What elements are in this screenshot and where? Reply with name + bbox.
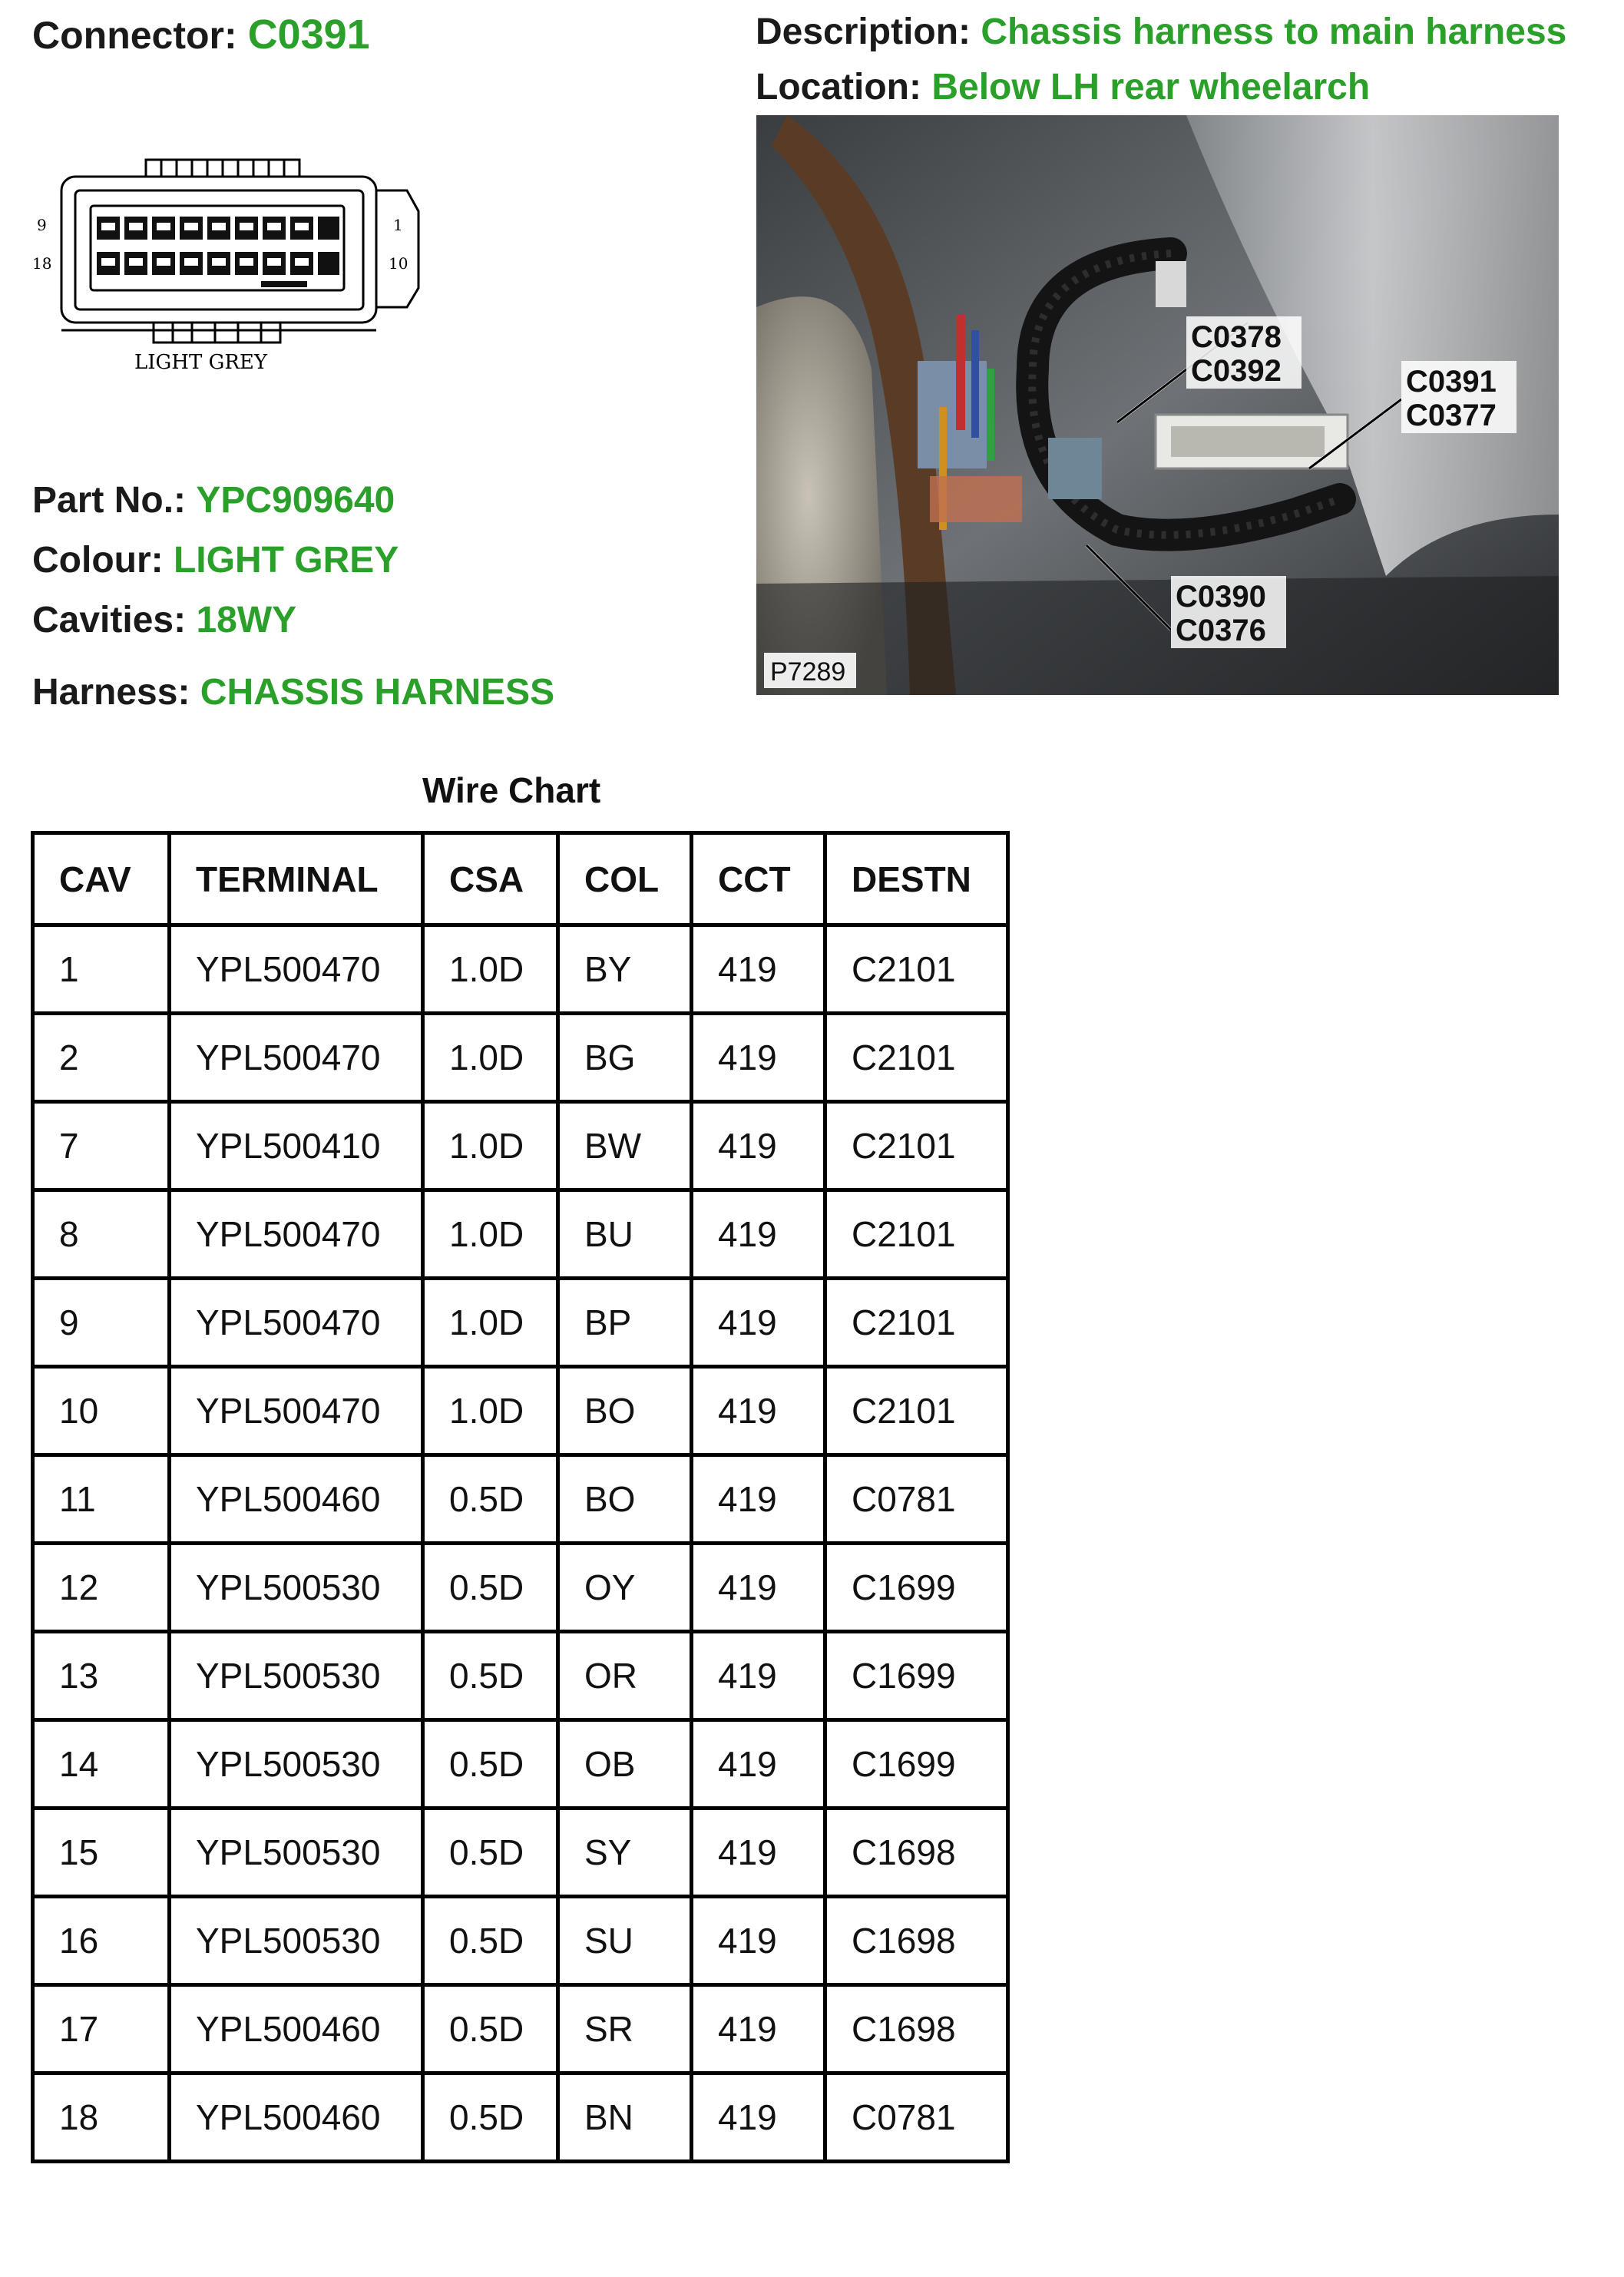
table-row [33, 2073, 1008, 2162]
cell-terminal: YPL500530 [170, 1632, 423, 1720]
cell-destn: C1699 [825, 1544, 1008, 1632]
cell-cav: 15 [33, 1809, 170, 1897]
photo-callout-c0391: C0391 [1406, 365, 1497, 399]
cell-cav: 1 [33, 925, 170, 1014]
cell-cct: 419 [692, 1455, 825, 1544]
cell-cav: 14 [33, 1720, 170, 1809]
table-row [33, 1632, 1008, 1720]
table-body [33, 925, 1008, 2162]
cell-destn: C1698 [825, 1985, 1008, 2073]
cell-csa: 1.0D [423, 1279, 558, 1367]
colour-line [32, 542, 399, 579]
cell-csa: 0.5D [423, 1632, 558, 1720]
harness-value: CHASSIS HARNESS [200, 672, 555, 713]
cavities-line [32, 602, 296, 639]
cavities-value: 18WY [196, 600, 297, 640]
description-heading [756, 14, 1566, 51]
column-header-col: COL [558, 833, 692, 925]
harness-line [32, 674, 554, 711]
cell-col: OR [558, 1632, 692, 1720]
cell-destn: C1699 [825, 1720, 1008, 1809]
description-value: Chassis harness to main harness [981, 12, 1567, 52]
cell-col: BN [558, 2073, 692, 2162]
table-header-row [33, 833, 1008, 925]
connector-heading [32, 12, 370, 58]
cell-cav: 17 [33, 1985, 170, 2073]
table-row [33, 1544, 1008, 1632]
cell-terminal: YPL500530 [170, 1897, 423, 1985]
cell-cct: 419 [692, 1632, 825, 1720]
cell-col: BY [558, 925, 692, 1014]
cell-csa: 0.5D [423, 1985, 558, 2073]
cell-col: SU [558, 1897, 692, 1985]
cell-cav: 16 [33, 1897, 170, 1985]
cell-terminal: YPL500460 [170, 1455, 423, 1544]
diagram-colour-caption: LIGHT GREY [134, 351, 268, 374]
cell-col: BO [558, 1367, 692, 1455]
pin-label-10: 10 [389, 254, 408, 273]
cell-destn: C2101 [825, 925, 1008, 1014]
cell-col: OB [558, 1720, 692, 1809]
column-header-cav: CAV [33, 833, 170, 925]
cell-terminal: YPL500470 [170, 925, 423, 1014]
cell-col: BP [558, 1279, 692, 1367]
cell-terminal: YPL500530 [170, 1544, 423, 1632]
cell-csa: 1.0D [423, 1367, 558, 1455]
location-heading [756, 69, 1370, 106]
connector-face-diagram [31, 154, 422, 376]
cell-cct: 419 [692, 925, 825, 1014]
photo-callout-c0392: C0392 [1191, 354, 1282, 388]
cell-col: BW [558, 1102, 692, 1190]
cell-terminal: YPL500470 [170, 1014, 423, 1102]
cell-col: BO [558, 1455, 692, 1544]
cell-csa: 1.0D [423, 925, 558, 1014]
cell-cav: 2 [33, 1014, 170, 1102]
cell-destn: C2101 [825, 1367, 1008, 1455]
cell-cct: 419 [692, 1544, 825, 1632]
location-photo [756, 115, 1559, 695]
cell-csa: 0.5D [423, 2073, 558, 2162]
cell-csa: 0.5D [423, 1455, 558, 1544]
photo-callout-c0378: C0378 [1191, 320, 1282, 354]
cell-destn: C2101 [825, 1279, 1008, 1367]
location-label: Location: [756, 67, 921, 108]
cell-csa: 1.0D [423, 1014, 558, 1102]
photo-callout-c0390: C0390 [1176, 580, 1266, 614]
cell-destn: C2101 [825, 1014, 1008, 1102]
pin-label-1: 1 [393, 216, 403, 234]
photo-callout-c0377: C0377 [1406, 399, 1497, 432]
cell-terminal: YPL500470 [170, 1190, 423, 1279]
cell-cct: 419 [692, 1102, 825, 1190]
cell-cav: 7 [33, 1102, 170, 1190]
photo-callout-c0376: C0376 [1176, 614, 1266, 647]
cell-cav: 10 [33, 1367, 170, 1455]
cavities-label: Cavities: [32, 600, 187, 640]
cell-cav: 18 [33, 2073, 170, 2162]
harness-label: Harness: [32, 672, 190, 713]
cell-csa: 1.0D [423, 1190, 558, 1279]
cell-destn: C1698 [825, 1809, 1008, 1897]
part-number-label: Part No.: [32, 480, 187, 521]
cell-terminal: YPL500460 [170, 2073, 423, 2162]
cell-col: BU [558, 1190, 692, 1279]
cell-csa: 0.5D [423, 1544, 558, 1632]
cell-cct: 419 [692, 1809, 825, 1897]
cell-col: SY [558, 1809, 692, 1897]
column-header-cct: CCT [692, 833, 825, 925]
cell-destn: C1698 [825, 1897, 1008, 1985]
table-row [33, 1190, 1008, 1279]
location-value: Below LH rear wheelarch [931, 67, 1371, 108]
cell-cct: 419 [692, 1367, 825, 1455]
cell-cav: 9 [33, 1279, 170, 1367]
cell-csa: 1.0D [423, 1102, 558, 1190]
pin-label-18: 18 [32, 254, 52, 273]
cell-destn: C1699 [825, 1632, 1008, 1720]
table-row [33, 925, 1008, 1014]
column-header-csa: CSA [423, 833, 558, 925]
cell-cav: 11 [33, 1455, 170, 1544]
table-row [33, 1897, 1008, 1985]
cell-col: SR [558, 1985, 692, 2073]
part-number-line [32, 482, 395, 519]
wire-chart-table [31, 831, 1010, 2163]
cell-cav: 12 [33, 1544, 170, 1632]
cell-cct: 419 [692, 1897, 825, 1985]
cell-destn: C2101 [825, 1102, 1008, 1190]
photo-figure-id: P7289 [770, 657, 846, 687]
cell-csa: 0.5D [423, 1720, 558, 1809]
cell-destn: C0781 [825, 2073, 1008, 2162]
table-row [33, 1455, 1008, 1544]
cell-terminal: YPL500530 [170, 1809, 423, 1897]
table-row [33, 1279, 1008, 1367]
table-row [33, 1809, 1008, 1897]
cell-terminal: YPL500530 [170, 1720, 423, 1809]
connector-label: Connector: [32, 14, 237, 57]
description-label: Description: [756, 12, 971, 52]
connector-value: C0391 [247, 12, 370, 58]
table-row [33, 1720, 1008, 1809]
cell-cct: 419 [692, 1279, 825, 1367]
cell-cav: 13 [33, 1632, 170, 1720]
cell-csa: 0.5D [423, 1809, 558, 1897]
cell-cct: 419 [692, 2073, 825, 2162]
column-header-destn: DESTN [825, 833, 1008, 925]
cell-terminal: YPL500470 [170, 1279, 423, 1367]
column-header-terminal: TERMINAL [170, 833, 423, 925]
cell-cct: 419 [692, 1014, 825, 1102]
part-number-value: YPC909640 [196, 480, 395, 521]
table-row [33, 1014, 1008, 1102]
cell-cct: 419 [692, 1720, 825, 1809]
cell-terminal: YPL500410 [170, 1102, 423, 1190]
cell-terminal: YPL500470 [170, 1367, 423, 1455]
cell-col: BG [558, 1014, 692, 1102]
pin-label-9: 9 [37, 216, 47, 234]
cell-cct: 419 [692, 1190, 825, 1279]
colour-label: Colour: [32, 540, 164, 581]
colour-value: LIGHT GREY [173, 540, 399, 581]
cell-cav: 8 [33, 1190, 170, 1279]
cell-destn: C0781 [825, 1455, 1008, 1544]
cell-cct: 419 [692, 1985, 825, 2073]
cell-col: OY [558, 1544, 692, 1632]
table-row [33, 1102, 1008, 1190]
table-row [33, 1367, 1008, 1455]
cell-terminal: YPL500460 [170, 1985, 423, 2073]
cell-csa: 0.5D [423, 1897, 558, 1985]
table-row [33, 1985, 1008, 2073]
cell-destn: C2101 [825, 1190, 1008, 1279]
wire-chart-title: Wire Chart [422, 770, 601, 810]
